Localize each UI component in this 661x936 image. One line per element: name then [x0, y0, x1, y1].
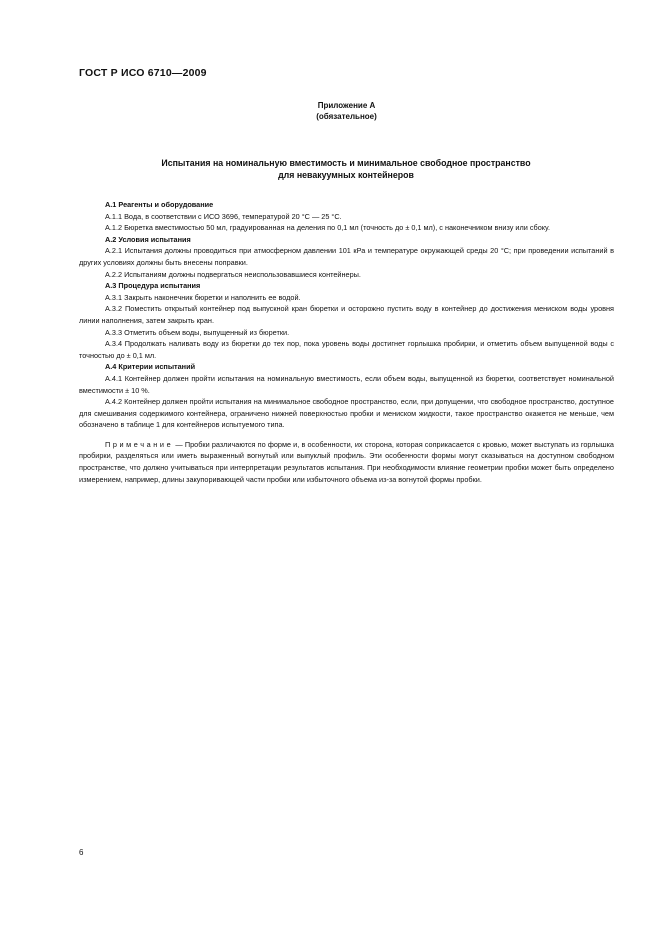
annex-status: (обязательное) [316, 112, 377, 121]
note-paragraph [79, 439, 614, 485]
note-label: Примечание [105, 439, 174, 449]
section-title [79, 157, 613, 181]
clause-a3-4: А.3.4 Продолжать наливать воду из бюретки до тех пор, пока уровень воды достигнет горлышка пробирки, и отметить объем выпущенной воды с точностью до ± 0,1 мл. [79, 339, 614, 360]
clause-a1-1: А.1.1 Вода, в соответствии с ИСО 3696, температурой 20 °С — 25 °С. [105, 211, 342, 221]
clause-a3-3: А.3.3 Отметить объем воды, выпущенный из бюретки. [105, 327, 290, 337]
clause-a4-2: А.4.2 Контейнер должен пройти испытания на минимальное свободное пространство, если, при допущении, что свободное пространство, доступное для смешивания содержимого контейнера, ограничено нижней поверхностью пробки и мениском жидкости, такое пространство окажется не меньше, чем обозначено в таблице 1 для контейнеров испытуемого типа. [79, 397, 614, 430]
clause-a2-1: А.2.1 Испытания должны проводиться при атмосферном давлении 101 кРа и температуре окружающей среды 20 °С; при проведении испытаний в других условиях должны быть внесены поправки. [79, 246, 614, 267]
section-title-line-2: для невакуумных контейнеров [278, 170, 414, 180]
heading-a1: А.1 Реагенты и оборудование [105, 200, 214, 209]
clause-a3-2: А.3.2 Поместить открытый контейнер под выпускной кран бюретки и осторожно пустить воду в контейнер до достижения мениском воды уровня линии наполнения, затем закрыть кран. [79, 304, 614, 325]
annex-title: Приложение А [317, 101, 376, 110]
clause-a2-2: А.2.2 Испытаниям должны подвергаться неиспользовавшиеся контейнеры. [105, 269, 361, 279]
clause-a4-1: А.4.1 Контейнер должен пройти испытания на номинальную вместимость, если объем воды, выпущенной из бюретки, соответствует номинальной вместимости ± 10 %. [79, 373, 614, 395]
heading-a4: А.4 Критерии испытаний [105, 362, 196, 372]
document-body [79, 199, 614, 485]
clause-a3-1: А.3.1 Закрыть наконечник бюретки и наполнить ее водой. [105, 292, 301, 302]
section-title-line-1: Испытания на номинальную вместимость и минимальное свободное пространство [161, 158, 531, 168]
heading-a2: А.2 Условия испытания [105, 234, 191, 244]
clause-a1-2: А.1.2 Бюретка вместимостью 50 мл, градуированная на деления по 0,1 мл (точность до ± 0,1 мл), с наконечником внизу или сбоку. [105, 223, 550, 233]
heading-a3: А.3 Процедура испытания [105, 281, 201, 291]
note-text: — Пробки различаются по форме и, в особенности, их сторона, которая соприкасается с кровью, может выступать из горлышка пробирки, разделяться или иметь выраженный вогнутый или выпуклый профиль. Эти особенности формы могут сказываться на доступном свободном пространстве, что должно учитываться при интерпретации результатов испытания. При необходимости влияние геометрии пробки может быть определено измерением, например, длины закупоривающей части пробки или избыточного объема из-за вогнутой формы пробки. [79, 439, 614, 484]
page-number: 6 [79, 848, 84, 857]
document-id: ГОСТ Р ИСО 6710—2009 [79, 67, 207, 79]
annex-heading [0, 100, 661, 122]
